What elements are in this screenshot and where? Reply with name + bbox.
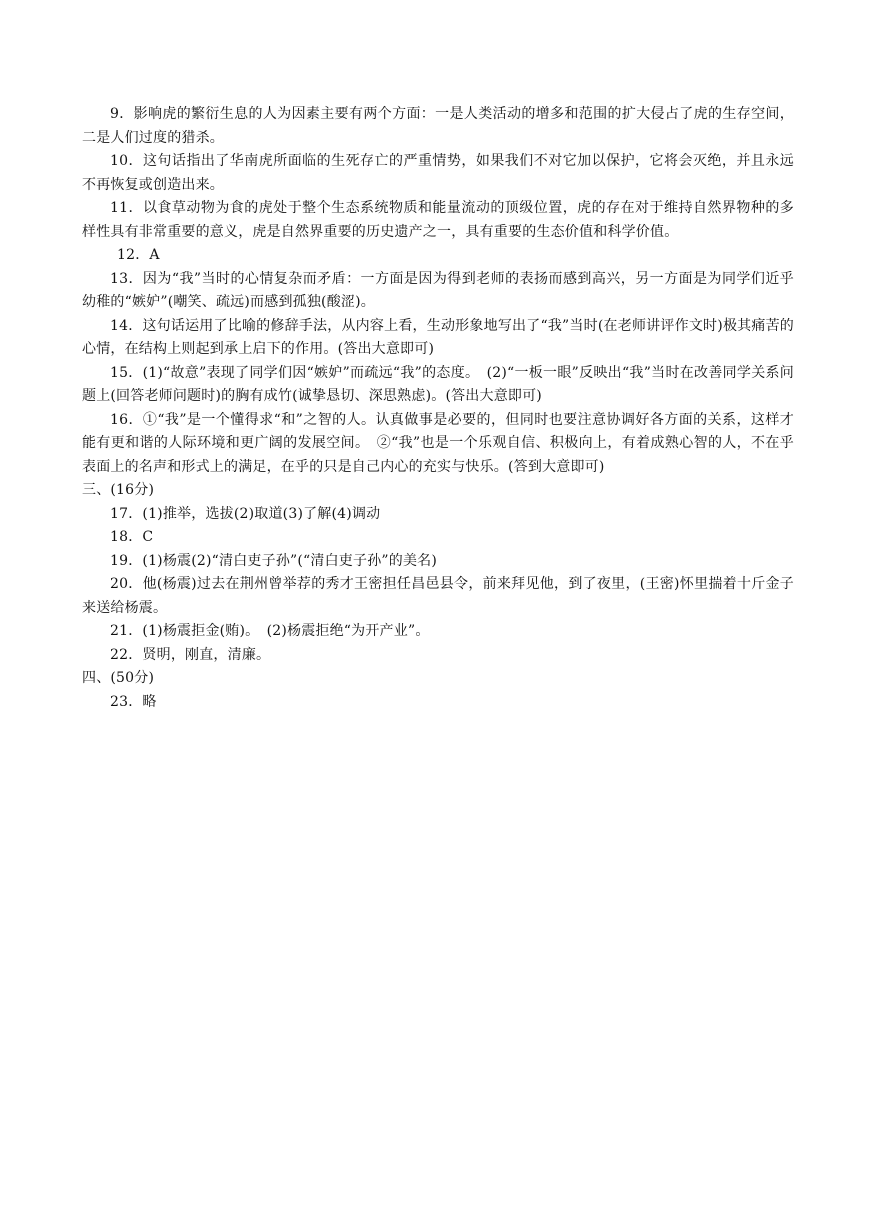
answer-item-22: 22．贤明，刚直，清廉。 <box>110 646 271 663</box>
answer-item-16: 16．①“我”是一个懂得求“和”之智的人。认真做事是必要的，但同时也要注意协调好各方面的关系，这样才能有更和谐的人际环境和更广阔的发展空间。 ②“我”也是一个乐观自信、积极向上，有着成熟心智的人，不在乎表面上的名声和形式上的满足，在乎的只是自己内心的充实与快乐。(答到大意即可) <box>82 411 794 475</box>
answer-item-11: 11．以食草动物为食的虎处于整个生态系统物质和能量流动的顶级位置，虎的存在对于维持自然界物种的多样性具有非常重要的意义，虎是自然界重要的历史遗产之一，具有重要的生态价值和科学价值。 <box>82 200 794 240</box>
answer-item-17: 17．(1)推举，选拔(2)取道(3)了解(4)调动 <box>110 505 381 522</box>
answer-item-21: 21．(1)杨震拒金(贿)。 (2)杨震拒绝“为开产业”。 <box>110 623 430 639</box>
answer-item-12: 12．A <box>117 247 160 263</box>
answer-item-14: 14．这句话运用了比喻的修辞手法，从内容上看，生动形象地写出了“我”当时(在老师讲评作文时)极其痛苦的心情，在结构上则起到承上启下的作用。(答出大意即可) <box>82 317 794 357</box>
section-heading-4: 四、(50分) <box>82 670 155 686</box>
answer-key-content <box>82 103 794 714</box>
answer-item-9: 9．影响虎的繁衍生息的人为因素主要有两个方面：一是人类活动的增多和范围的扩大侵占了虎的生存空间，二是人们过度的猎杀。 <box>82 106 794 146</box>
answer-item-20: 20．他(杨震)过去在荆州曾举荐的秀才王密担任昌邑县令，前来拜见他，到了夜里，(王密)怀里揣着十斤金子来送给杨震。 <box>82 576 794 616</box>
answer-item-15: 15．(1)“故意”表现了同学们因“嫉妒”而疏远“我”的态度。 (2)“一板一眼”反映出“我”当时在改善同学关系问题上(回答老师问题时)的胸有成竹(诚挚恳切、深思熟虑)。(答出大意即可) <box>82 364 794 404</box>
section-heading-3: 三、(16分) <box>82 482 155 498</box>
answer-item-19: 19．(1)杨震(2)“清白吏子孙”(“清白吏子孙”的美名) <box>110 552 438 569</box>
answer-item-13: 13．因为“我”当时的心情复杂而矛盾：一方面是因为得到老师的表扬而感到高兴，另一方面是为同学们近乎幼稚的“嫉妒”(嘲笑、疏远)而感到孤独(酸涩)。 <box>82 270 794 310</box>
answer-item-23: 23．略 <box>110 693 157 710</box>
answer-item-10: 10．这句话指出了华南虎所面临的生死存亡的严重情势，如果我们不对它加以保护，它将会灭绝，并且永远不再恢复或创造出来。 <box>82 153 794 193</box>
answer-item-18: 18．C <box>110 529 154 545</box>
